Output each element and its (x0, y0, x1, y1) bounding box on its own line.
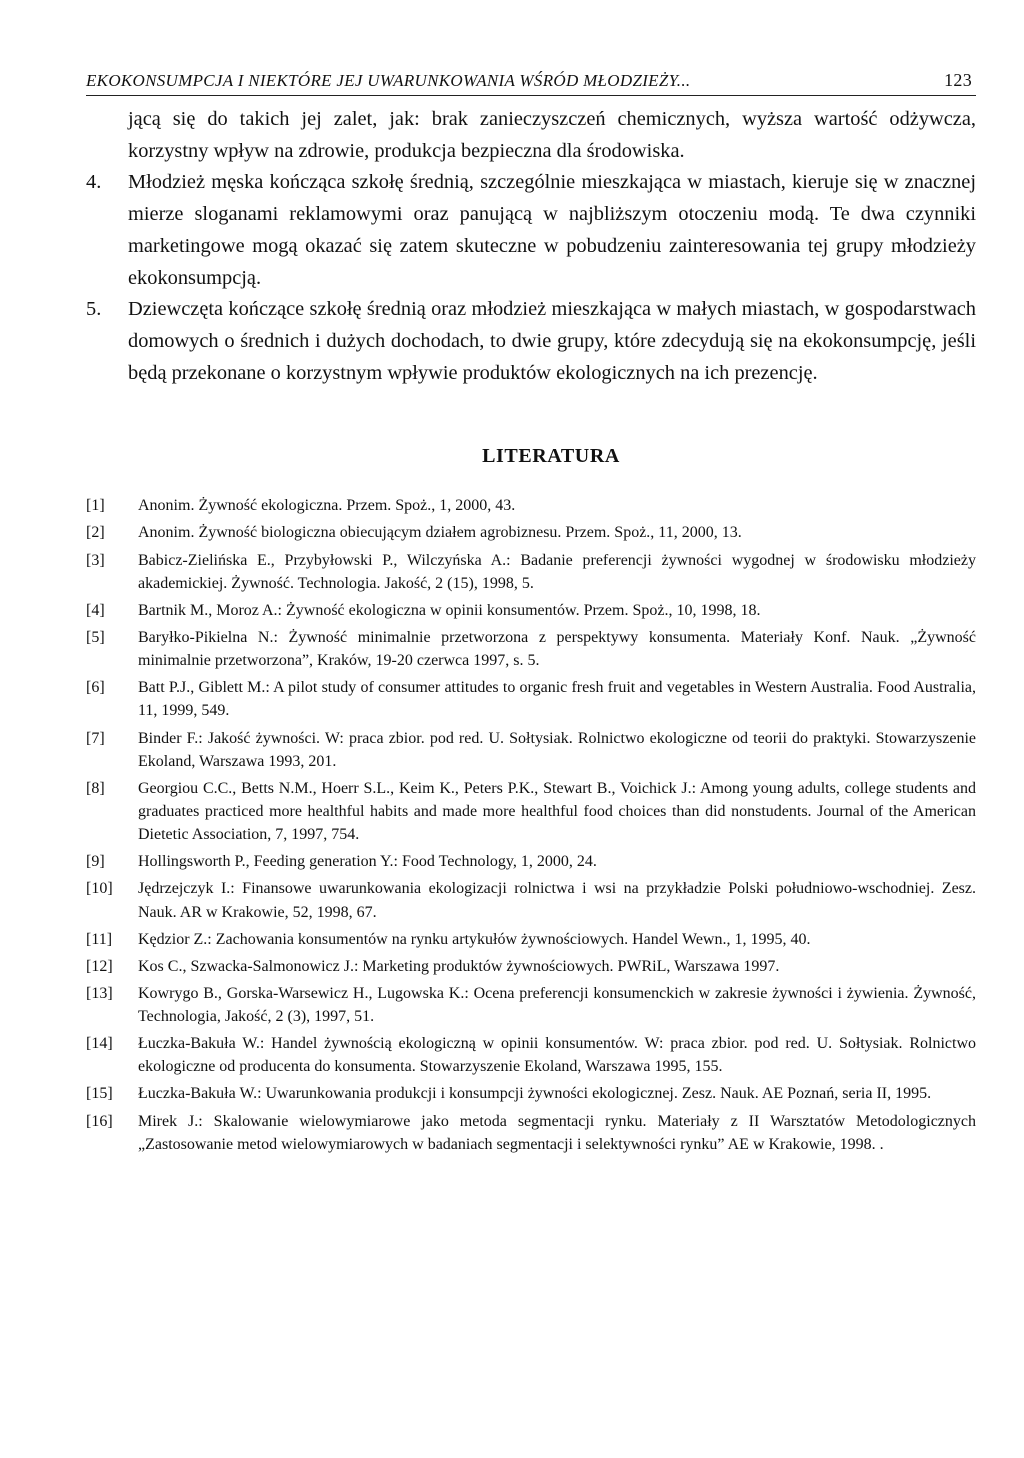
reference-number: [16] (86, 1112, 113, 1130)
reference-number: [5] (86, 628, 105, 646)
reference-text: Batt P.J., Giblett M.: A pilot study of consumer attitudes to organic fresh fruit and vegetables in Western Australia. Food Australia, 11, 1999, 549. (138, 679, 976, 720)
item-number: 5. (86, 298, 102, 321)
running-header (86, 70, 976, 96)
conclusion-item-4 (86, 167, 976, 294)
reference-text: Mirek J.: Skalowanie wielowymiarowe jako metoda segmentacji rynku. Materiały z II Warsztatów Metodologicznych „Zastosowanie metod wielowymiarowych w badaniach segmentacji i selektywności rynku” AE w Krakowie, 1998. . (138, 1112, 976, 1153)
item-text: Młodzież męska kończąca szkołę średnią, szczególnie mieszkająca w miastach, kieruje się w znacznej mierze sloganami reklamowymi oraz panującą w najbliższym otoczeniu modą. Te dwa czynniki marketingowe mogą okazać się zatem skuteczne w pobudzeniu zainteresowania tej grupy młodzieży ekokonsumpcją. (128, 171, 976, 289)
reference-number: [12] (86, 957, 113, 975)
reference-item (86, 777, 976, 847)
reference-list (86, 494, 976, 1156)
reference-number: [9] (86, 853, 105, 871)
reference-text: Hollingsworth P., Feeding generation Y.: Food Technology, 1, 2000, 24. (138, 853, 597, 871)
running-title: EKOKONSUMPCJA I NIEKTÓRE JEJ UWARUNKOWANIA WŚRÓD MŁODZIEŻY... (86, 71, 691, 90)
reference-text: Łuczka-Bakuła W.: Uwarunkowania produkcji i konsumpcji żywności ekologicznej. Zesz. Nauk. AE Poznań, seria II, 1995. (138, 1085, 932, 1103)
reference-text: Babicz-Zielińska E., Przybyłowski P., Wilczyńska A.: Badanie preferencji żywności wygodnej w środowisku młodzieży akademickiej. Żywność. Technologia. Jakość, 2 (15), 1998, 5. (138, 551, 976, 592)
reference-item (86, 599, 976, 622)
continuation-paragraph: jącą się do takich jej zalet, jak: brak zanieczyszczeń chemicznych, wyższa wartość odżywcza, korzystny wpływ na zdrowie, produkcja bezpieczna dla środowiska. (128, 108, 976, 162)
page (86, 70, 976, 1160)
reference-item (86, 676, 976, 722)
literature-heading: LITERATURA (482, 445, 620, 468)
reference-number: [10] (86, 880, 113, 898)
reference-item (86, 928, 976, 951)
reference-text: Jędrzejczyk I.: Finansowe uwarunkowania ekologizacji rolnictwa i wsi na przykładzie Polski południowo-wschodniej. Zesz. Nauk. AR w Krakowie, 52, 1998, 67. (138, 880, 976, 921)
reference-number: [4] (86, 601, 105, 619)
reference-item (86, 877, 976, 923)
reference-text: Łuczka-Bakuła W.: Handel żywnością ekologiczną w opinii konsumentów. W: praca zbior. pod red. U. Sołtysiak. Rolnictwo ekologiczne od producenta do konsumenta. Stowarzyszenie Ekoland, Warszawa 1995, 155. (138, 1035, 976, 1076)
reference-item (86, 521, 976, 544)
reference-number: [8] (86, 779, 105, 797)
reference-item (86, 850, 976, 873)
reference-number: [3] (86, 551, 105, 569)
reference-number: [13] (86, 984, 113, 1002)
reference-item (86, 955, 976, 978)
reference-text: Anonim. Żywność ekologiczna. Przem. Spoż., 1, 2000, 43. (138, 497, 516, 515)
reference-number: [11] (86, 930, 113, 948)
reference-item (86, 1032, 976, 1078)
reference-item (86, 549, 976, 595)
reference-text: Georgiou C.C., Betts N.M., Hoerr S.L., Keim K., Peters P.K., Stewart B., Voichick J.: Among young adults, college students and graduates practiced more healthful habits and made more healthful food choices than did nonstudents. Journal of the American Dietetic Association, 7, 1997, 754. (138, 779, 976, 844)
reference-item (86, 727, 976, 773)
reference-text: Binder F.: Jakość żywności. W: praca zbior. pod red. U. Sołtysiak. Rolnictwo ekologiczne od teorii do praktyki. Stowarzyszenie Ekoland, Warszawa 1993, 201. (138, 729, 976, 770)
page-number: 123 (944, 70, 972, 90)
reference-item (86, 982, 976, 1028)
reference-item (86, 494, 976, 517)
reference-text: Kos C., Szwacka-Salmonowicz J.: Marketing produktów żywnościowych. PWRiL, Warszawa 1997. (138, 957, 780, 975)
reference-number: [15] (86, 1085, 113, 1103)
reference-item (86, 1110, 976, 1156)
reference-text: Kędzior Z.: Zachowania konsumentów na rynku artykułów żywnościowych. Handel Wewn., 1, 1995, 40. (138, 930, 811, 948)
reference-item (86, 626, 976, 672)
reference-item (86, 1082, 976, 1105)
item-text: Dziewczęta kończące szkołę średnią oraz młodzież mieszkająca w małych miastach, w gospodarstwach domowych o średnich i dużych dochodach, to dwie grupy, które zdecydują się na ekokonsumpcję, jeśli będą przekonane o korzystnym wpływie produktów ekologicznych na ich prezencję. (128, 298, 976, 384)
item-number: 4. (86, 171, 102, 194)
reference-number: [14] (86, 1035, 113, 1053)
reference-text: Baryłko-Pikielna N.: Żywność minimalnie przetworzona z perspektywy konsumenta. Materiały Konf. Nauk. „Żywność minimalnie przetworzona”, Kraków, 19-20 czerwca 1997, s. 5. (138, 628, 976, 670)
reference-text: Kowrygo B., Gorska-Warsewicz H., Lugowska K.: Ocena preferencji konsumenckich w zakresie żywności i żywienia. Żywność, Technologia, Jakość, 2 (3), 1997, 51. (138, 984, 976, 1026)
reference-number: [1] (86, 497, 105, 515)
reference-number: [7] (86, 729, 105, 747)
reference-text: Bartnik M., Moroz A.: Żywność ekologiczna w opinii konsumentów. Przem. Spoż., 10, 1998, 18. (138, 601, 761, 619)
reference-text: Anonim. Żywność biologiczna obiecującym działem agrobiznesu. Przem. Spoż., 11, 2000, 13. (138, 524, 742, 542)
reference-number: [6] (86, 679, 105, 697)
conclusion-item-5 (86, 294, 976, 389)
body-text (86, 104, 976, 389)
reference-number: [2] (86, 524, 105, 542)
